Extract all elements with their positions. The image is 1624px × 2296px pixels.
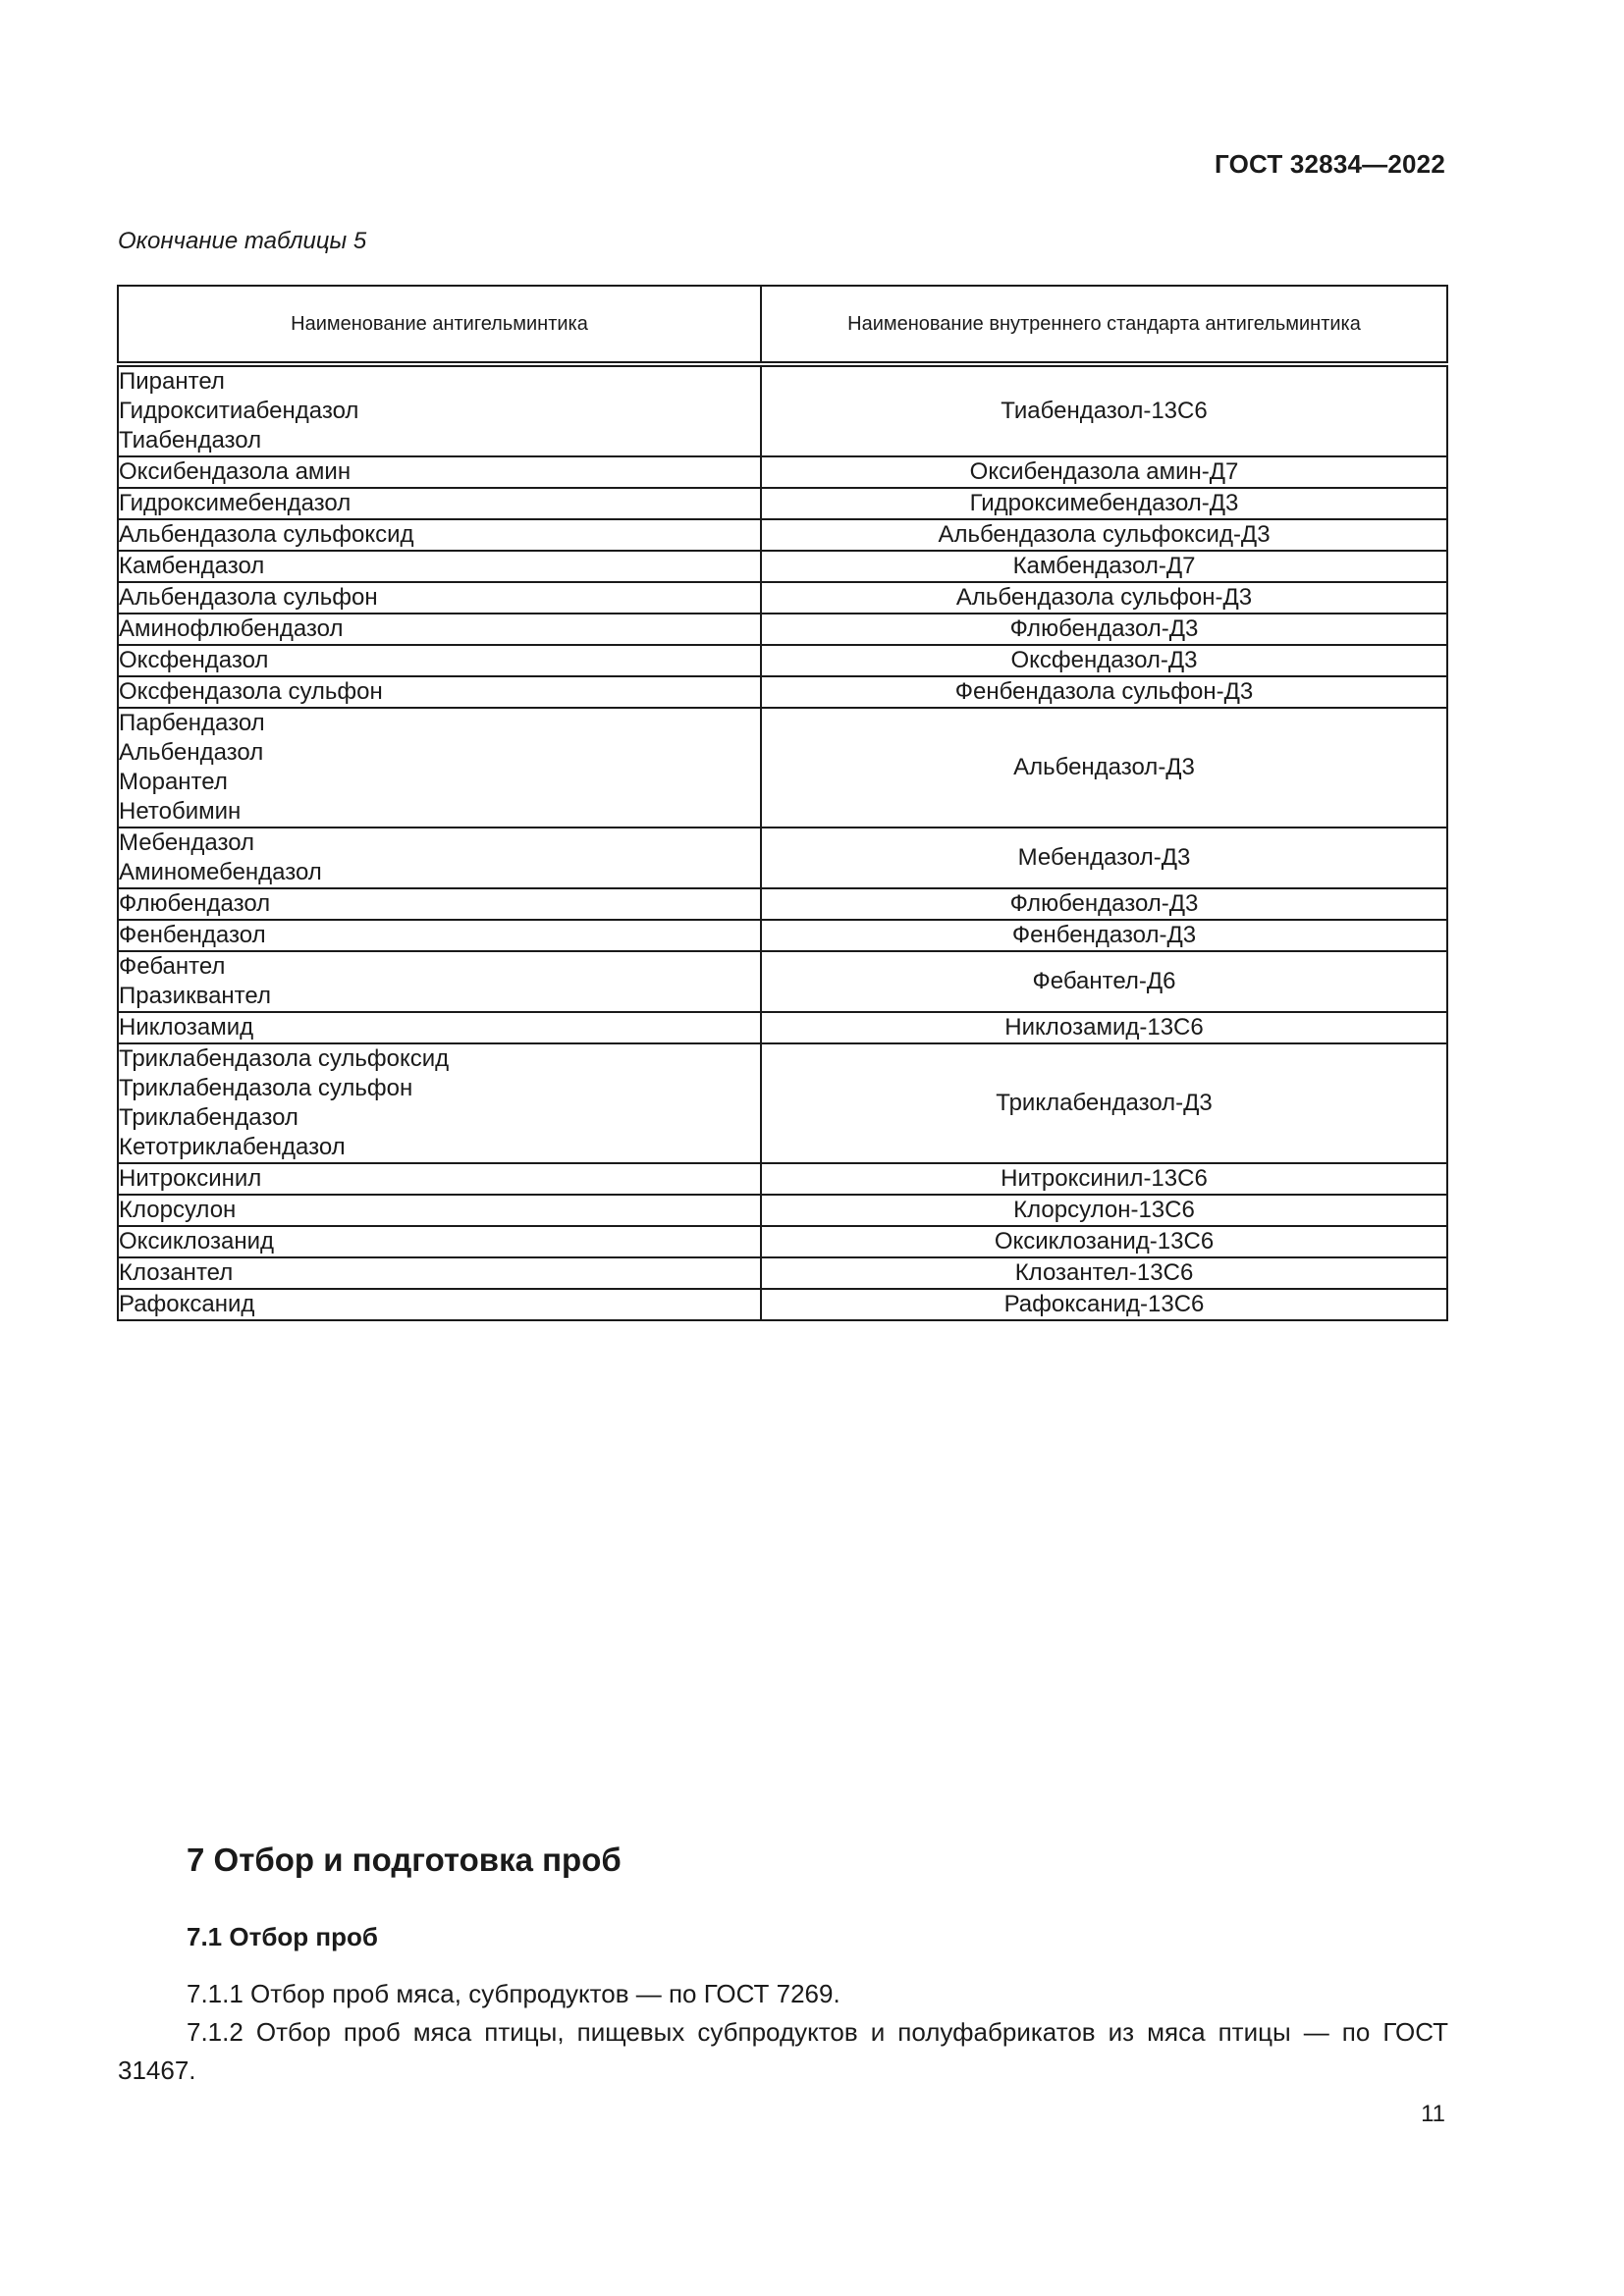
anthelmintic-name: Празиквантел (119, 983, 271, 1009)
anthelmintic-name: Оксиклозанид (119, 1228, 274, 1255)
anthelmintic-cell (118, 1195, 761, 1226)
anthelmintic-cell (118, 519, 761, 551)
anthelmintic-name: Никлозамид (119, 1014, 254, 1041)
anthelmintic-name: Мебендазол (119, 829, 255, 856)
anthelmintic-name: Рафоксанид (119, 1291, 255, 1317)
anthelmintic-cell (118, 1289, 761, 1320)
table-caption: Окончание таблицы 5 (118, 228, 367, 254)
anthelmintic-name: Камбендазол (119, 553, 265, 579)
anthelmintic-cell (118, 614, 761, 645)
internal-standard-cell: Альбендазола сульфон-Д3 (761, 582, 1447, 614)
internal-standard-cell: Никлозамид-13С6 (761, 1012, 1447, 1043)
document-code: ГОСТ 32834—2022 (1215, 149, 1445, 179)
anthelmintic-cell (118, 1163, 761, 1195)
anthelmintic-name: Оксфендазол (119, 647, 269, 673)
table-row (118, 828, 1447, 888)
internal-standard-cell: Триклабендазол-Д3 (761, 1043, 1447, 1163)
anthelmintic-name: Тиабендазол (119, 427, 262, 454)
table-row (118, 951, 1447, 1012)
internal-standard-cell: Рафоксанид-13С6 (761, 1289, 1447, 1320)
anthelmintic-name: Морантел (119, 769, 228, 795)
table-row (118, 888, 1447, 920)
table-row (118, 1195, 1447, 1226)
internal-standard-cell: Нитроксинил-13С6 (761, 1163, 1447, 1195)
table-row (118, 582, 1447, 614)
anthelmintic-cell (118, 828, 761, 888)
anthelmintic-cell (118, 951, 761, 1012)
anthelmintic-name: Триклабендазола сульфоксид (119, 1045, 450, 1072)
anthelmintic-cell (118, 488, 761, 519)
internal-standard-cell: Оксиклозанид-13С6 (761, 1226, 1447, 1257)
table-row (118, 1289, 1447, 1320)
anthelmintic-name: Аминофлюбендазол (119, 615, 344, 642)
anthelmintic-cell (118, 582, 761, 614)
anthelmintic-name: Кетотриклабендазол (119, 1134, 346, 1160)
anthelmintic-name: Альбендазола сульфон (119, 584, 378, 611)
internal-standard-cell: Альбендазола сульфоксид-Д3 (761, 519, 1447, 551)
subsection-heading: 7.1 Отбор проб (187, 1922, 378, 1951)
internal-standards-table (117, 285, 1448, 1321)
anthelmintic-name: Триклабендазола сульфон (119, 1075, 413, 1101)
anthelmintic-name: Пирантел (119, 368, 225, 395)
anthelmintic-cell (118, 920, 761, 951)
anthelmintic-name: Аминомебендазол (119, 859, 322, 885)
anthelmintic-cell (118, 1257, 761, 1289)
anthelmintic-name: Фенбендазол (119, 922, 266, 948)
table-row (118, 519, 1447, 551)
table-row (118, 1012, 1447, 1043)
anthelmintic-name: Альбендазол (119, 739, 264, 766)
paragraph-7-1-1: 7.1.1 Отбор проб мяса, субпродуктов — по ГОСТ 7269. (187, 1979, 840, 2008)
anthelmintic-name: Нетобимин (119, 798, 242, 825)
table-row (118, 456, 1447, 488)
internal-standard-cell: Альбендазол-Д3 (761, 708, 1447, 828)
column-header-anthelmintic: Наименование антигельминтика (118, 286, 761, 364)
table-row (118, 1163, 1447, 1195)
internal-standard-cell: Фебантел-Д6 (761, 951, 1447, 1012)
internal-standard-cell: Клорсулон-13С6 (761, 1195, 1447, 1226)
anthelmintic-name: Оксибендазола амин (119, 458, 352, 485)
internal-standard-cell: Флюбендазол-Д3 (761, 614, 1447, 645)
anthelmintic-name: Альбендазола сульфоксид (119, 521, 414, 548)
anthelmintic-cell (118, 645, 761, 676)
anthelmintic-cell (118, 888, 761, 920)
table-row (118, 708, 1447, 828)
section-heading: 7 Отбор и подготовка проб (187, 1842, 622, 1878)
internal-standard-cell: Клозантел-13С6 (761, 1257, 1447, 1289)
anthelmintic-cell (118, 456, 761, 488)
anthelmintic-name: Гидроксимебендазол (119, 490, 352, 516)
table-header-row (118, 286, 1447, 364)
anthelmintic-name: Оксфендазола сульфон (119, 678, 383, 705)
anthelmintic-cell (118, 708, 761, 828)
table-row (118, 645, 1447, 676)
table-row (118, 614, 1447, 645)
anthelmintic-name: Триклабендазол (119, 1104, 298, 1131)
anthelmintic-cell (118, 364, 761, 456)
anthelmintic-cell (118, 1226, 761, 1257)
internal-standard-cell: Фенбендазол-Д3 (761, 920, 1447, 951)
internal-standard-cell: Тиабендазол-13С6 (761, 364, 1447, 456)
table-row (118, 1226, 1447, 1257)
table-row (118, 364, 1447, 456)
table-body (118, 364, 1447, 1320)
anthelmintic-cell (118, 1043, 761, 1163)
anthelmintic-cell (118, 551, 761, 582)
anthelmintic-name: Клозантел (119, 1259, 234, 1286)
table-row (118, 551, 1447, 582)
internal-standard-cell: Камбендазол-Д7 (761, 551, 1447, 582)
anthelmintic-cell (118, 676, 761, 708)
anthelmintic-name: Парбендазол (119, 710, 265, 736)
internal-standard-cell: Флюбендазол-Д3 (761, 888, 1447, 920)
internal-standard-cell: Оксфендазол-Д3 (761, 645, 1447, 676)
paragraph-7-1-2: 7.1.2 Отбор проб мяса птицы, пищевых субпродуктов и полуфабрикатов из мяса птицы — по ГОСТ 31467. (118, 2017, 1448, 2085)
internal-standard-cell: Оксибендазола амин-Д7 (761, 456, 1447, 488)
anthelmintic-name: Клорсулон (119, 1197, 237, 1223)
page-number: 11 (1421, 2101, 1445, 2127)
anthelmintic-name: Нитроксинил (119, 1165, 262, 1192)
internal-standard-cell: Гидроксимебендазол-Д3 (761, 488, 1447, 519)
anthelmintic-name: Флюбендазол (119, 890, 271, 917)
table-row (118, 676, 1447, 708)
anthelmintic-name: Фебантел (119, 953, 226, 980)
table-row (118, 488, 1447, 519)
internal-standard-cell: Фенбендазола сульфон-Д3 (761, 676, 1447, 708)
table-row (118, 1257, 1447, 1289)
anthelmintic-cell (118, 1012, 761, 1043)
anthelmintic-name: Гидрокситиабендазол (119, 398, 359, 424)
internal-standard-cell: Мебендазол-Д3 (761, 828, 1447, 888)
table-row (118, 1043, 1447, 1163)
column-header-internal-standard: Наименование внутреннего стандарта антигельминтика (761, 286, 1447, 364)
table-row (118, 920, 1447, 951)
